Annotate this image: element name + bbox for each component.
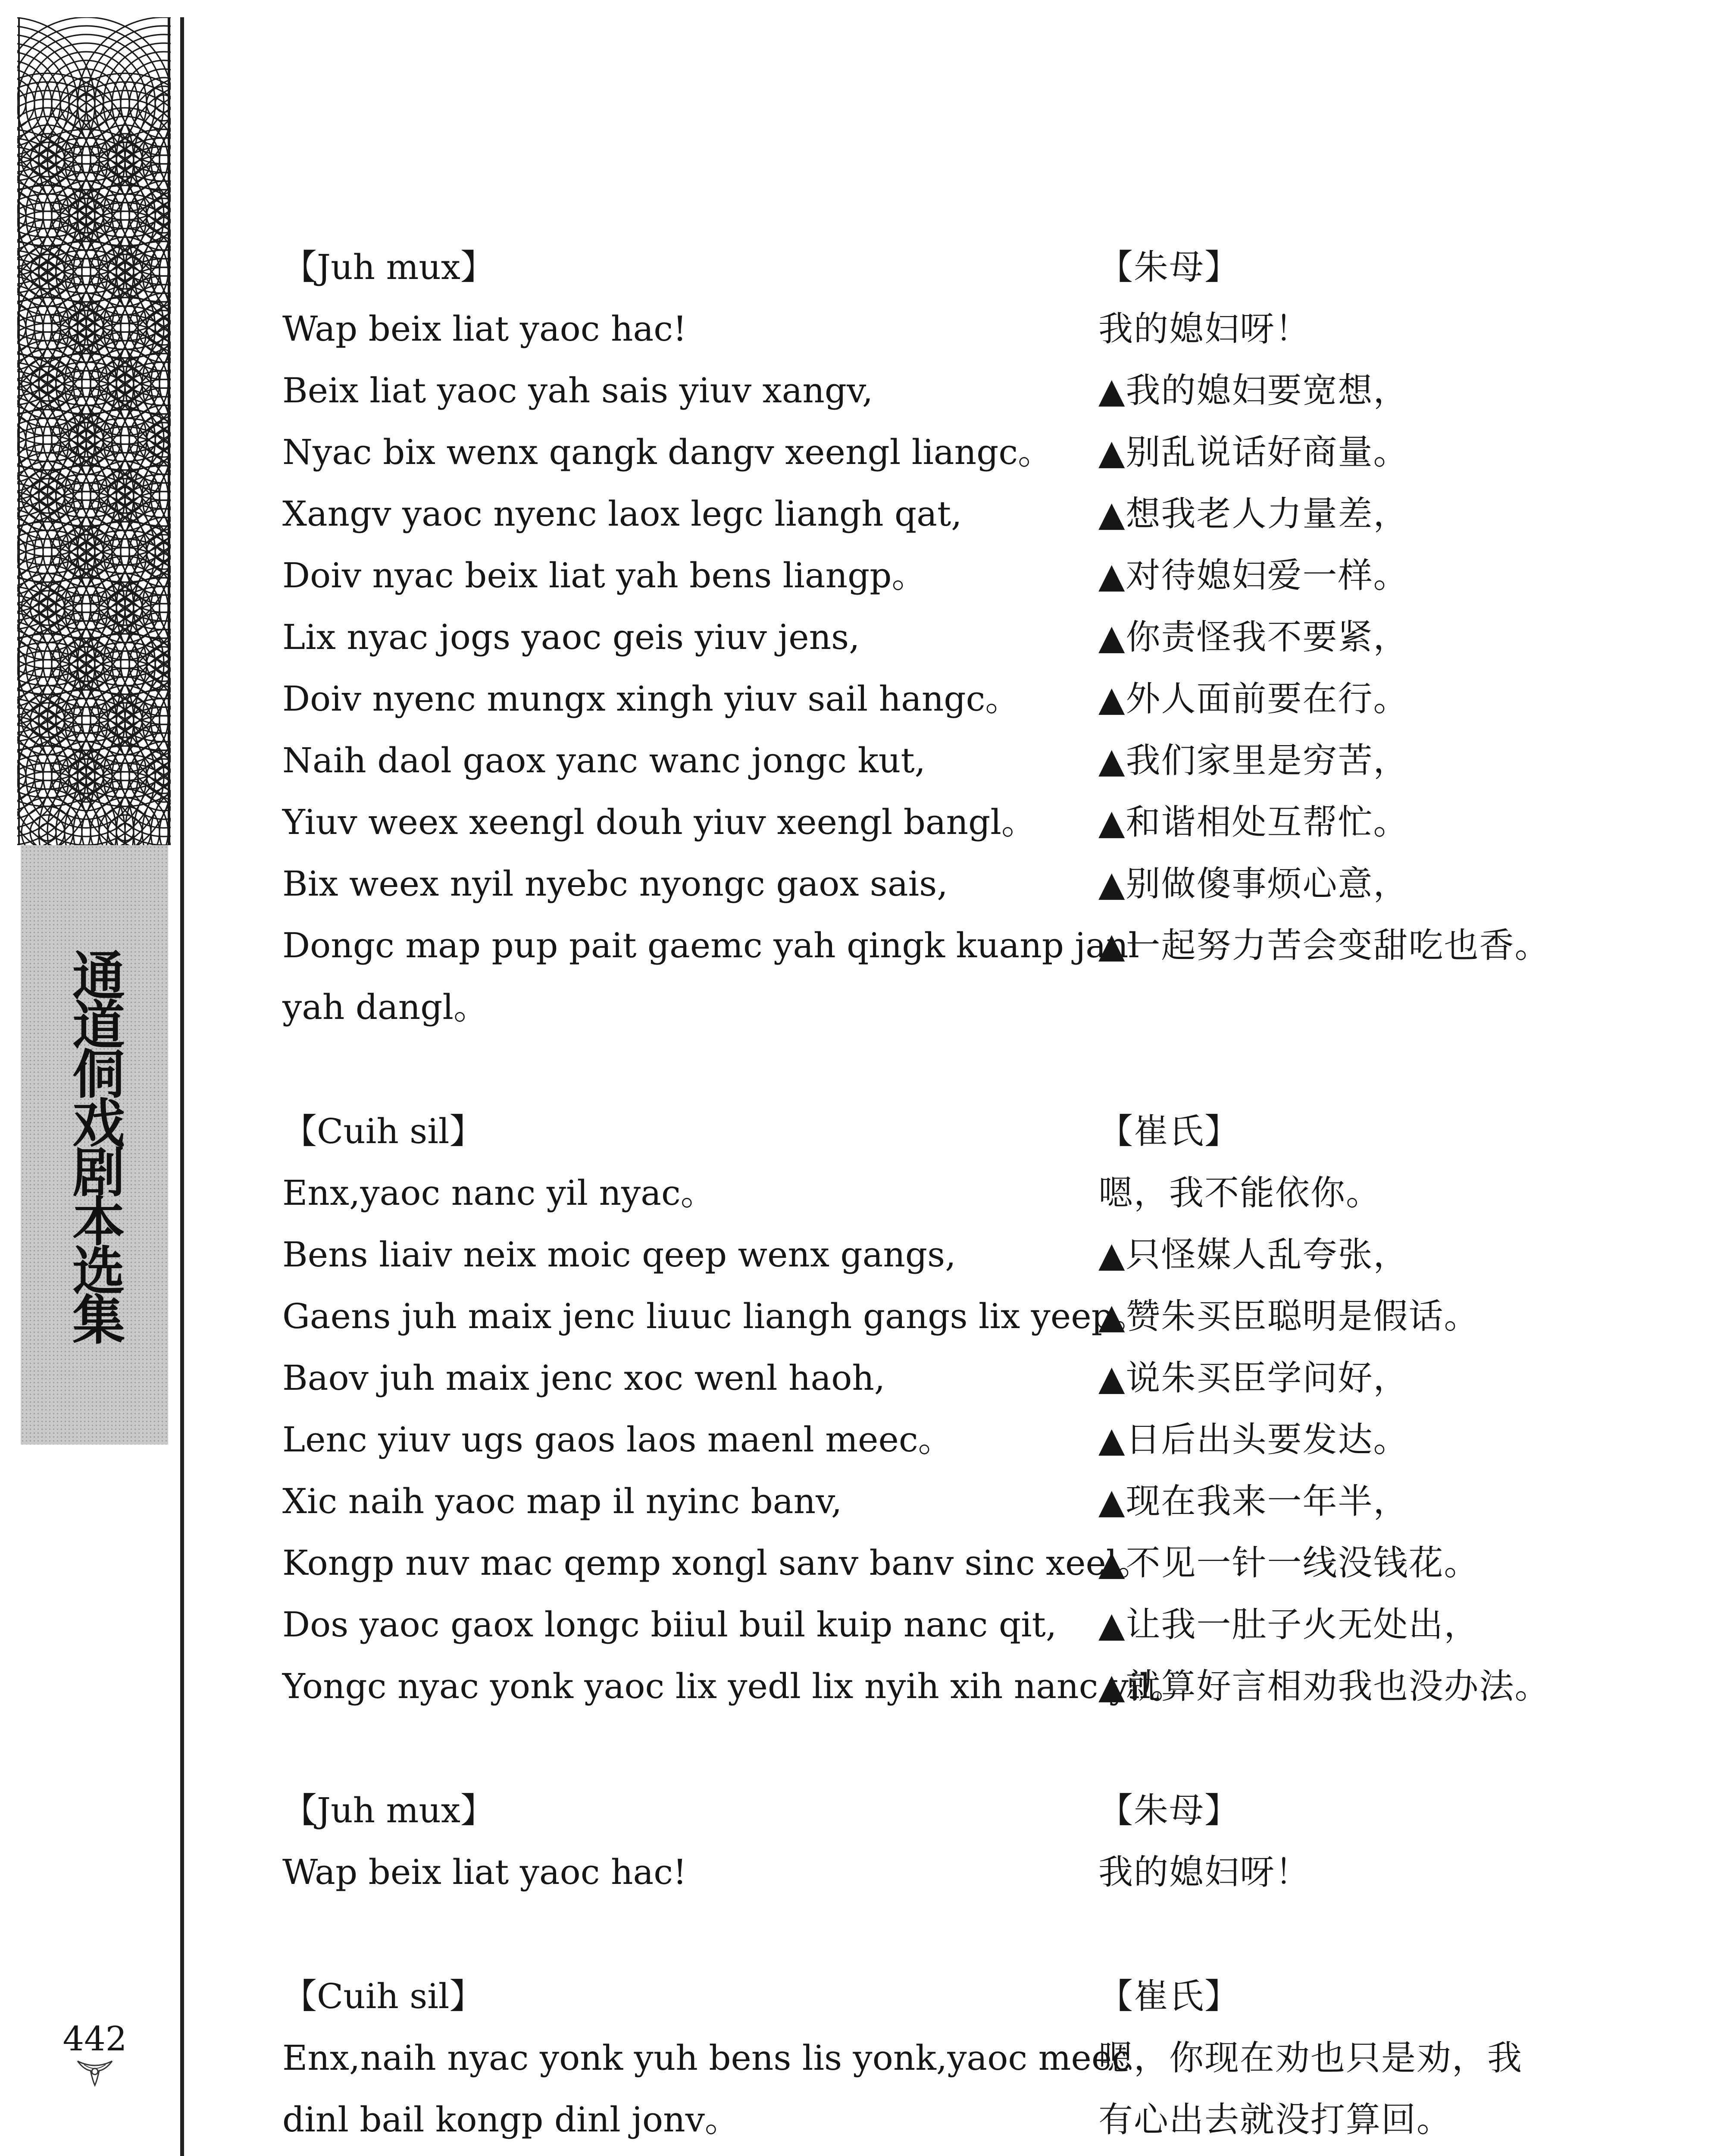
- dialogue-line: [0, 915, 1714, 976]
- chinese-text: 我的媳妇呀！: [1098, 1852, 1311, 1892]
- dialogue-line: [0, 1841, 1714, 1903]
- dong-text: Xic naih yaoc map il nyinc banv,: [282, 1481, 842, 1521]
- dialogue-line: [0, 421, 1714, 483]
- dong-text: 【Juh mux】: [282, 1790, 495, 1830]
- chinese-text: ▲你责怪我不要紧，: [1098, 617, 1409, 657]
- dialogue-line: [0, 2089, 1714, 2150]
- chinese-text: ▲就算好言相劝我也没办法。: [1098, 1666, 1550, 1706]
- dong-text: Gaens juh maix jenc liuuc liangh gangs lix yeep。: [282, 1296, 1148, 1336]
- chinese-text: ▲日后出头要发达。: [1098, 1420, 1409, 1460]
- dong-text: Wap beix liat yaoc hac!: [282, 1852, 687, 1892]
- dialogue-line: [0, 606, 1714, 668]
- dong-text: Doiv nyac beix liat yah bens liangp。: [282, 555, 926, 595]
- speaker-line: [0, 1965, 1714, 2027]
- book-title: 通道侗戏剧本选集: [63, 948, 125, 1341]
- dong-text: Bix weex nyil nyebc nyongc gaox sais,: [282, 864, 948, 904]
- dong-text: Yiuv weex xeengl douh yiuv xeengl bangl。: [282, 802, 1036, 842]
- dong-text: Enx,naih nyac yonk yuh bens lis yonk,yaoc meec: [282, 2038, 1131, 2078]
- chinese-text: ▲我的媳妇要宽想，: [1098, 370, 1409, 411]
- dong-text: Lix nyac jogs yaoc geis yiuv jens,: [282, 617, 860, 657]
- chinese-text: ▲和谐相处互帮忙。: [1098, 802, 1409, 842]
- dong-text: Lenc yiuv ugs gaos laos maenl meec。: [282, 1420, 953, 1460]
- chinese-text: ▲赞朱买臣聪明是假话。: [1098, 1296, 1479, 1336]
- dialogue-line: [0, 1532, 1714, 1594]
- chinese-text: ▲一起努力苦会变甜吃也香。: [1098, 925, 1550, 965]
- chinese-text: ▲别乱说话好商量。: [1098, 432, 1409, 472]
- dialogue-line: [0, 1655, 1714, 1717]
- speaker-line: [0, 1780, 1714, 1841]
- chinese-text: ▲不见一针一线没钱花。: [1098, 1543, 1479, 1583]
- dialogue-line: [0, 483, 1714, 545]
- dong-text: Naih daol gaox yanc wanc jongc kut,: [282, 740, 926, 780]
- chinese-text: ▲说朱买臣学问好，: [1098, 1358, 1409, 1398]
- dong-text: 【Cuih sil】: [282, 1111, 484, 1151]
- dong-text: 【Juh mux】: [282, 247, 495, 287]
- dong-text: Nyac bix wenx qangk dangv xeengl liangc。: [282, 432, 1053, 472]
- chinese-text: 我的媳妇呀！: [1098, 309, 1311, 349]
- dialogue-line: [0, 1224, 1714, 1285]
- chinese-text: 【朱母】: [1098, 247, 1240, 287]
- dong-text: Xangv yaoc nyenc laox legc liangh qat,: [282, 494, 962, 534]
- chinese-text: ▲只怪媒人乱夸张，: [1098, 1235, 1409, 1275]
- dialogue-line: [0, 668, 1714, 730]
- chinese-text: 嗯，我不能依你。: [1098, 1173, 1381, 1213]
- dialogue-line: [0, 2027, 1714, 2089]
- chinese-text: 【崔氏】: [1098, 1111, 1240, 1151]
- chinese-text: 【朱母】: [1098, 1790, 1240, 1830]
- dialogue-line: [0, 853, 1714, 915]
- dialogue-line: [0, 1285, 1714, 1347]
- dialogue-line: [0, 1162, 1714, 1224]
- dialogue-line: [0, 1594, 1714, 1655]
- dong-text: yah dangl。: [282, 987, 488, 1027]
- dialogue-line: [0, 1470, 1714, 1532]
- chinese-text: ▲让我一肚子火无处出，: [1098, 1604, 1479, 1645]
- chinese-text: ▲想我老人力量差，: [1098, 494, 1409, 534]
- dialogue-line: [0, 791, 1714, 853]
- dong-text: 【Cuih sil】: [282, 1976, 484, 2016]
- dialogue-line: [0, 976, 1714, 1038]
- dong-text: Beix liat yaoc yah sais yiuv xangv,: [282, 370, 873, 411]
- dialogue-line: [0, 730, 1714, 791]
- dong-text: Kongp nuv mac qemp xongl sanv banv sinc xeel。: [282, 1543, 1152, 1583]
- speaker-line: [0, 1100, 1714, 1162]
- dong-text: Dos yaoc gaox longc biiul buil kuip nanc qit,: [282, 1604, 1057, 1645]
- dialogue-line: [0, 1347, 1714, 1409]
- dong-text: Bens liaiv neix moic qeep wenx gangs,: [282, 1235, 956, 1275]
- dialogue-line: [0, 298, 1714, 360]
- dialogue-line: [0, 545, 1714, 606]
- dialogue-line: [0, 1409, 1714, 1470]
- dong-text: dinl bail kongp dinl jonv。: [282, 2100, 739, 2140]
- chinese-text: ▲外人面前要在行。: [1098, 679, 1409, 719]
- dialogue-line: [0, 360, 1714, 421]
- dong-text: Yongc nyac yonk yaoc lix yedl lix nyih xih nanc yil。: [282, 1666, 1185, 1706]
- chinese-text: ▲我们家里是穷苦，: [1098, 740, 1409, 780]
- dong-text: Dongc map pup pait gaemc yah qingk kuanp janl: [282, 925, 1140, 965]
- chinese-text: 【崔氏】: [1098, 1976, 1240, 2016]
- page-number: 442: [63, 2020, 127, 2059]
- dong-text: Wap beix liat yaoc hac!: [282, 309, 687, 349]
- chinese-text: ▲对待媳妇爱一样。: [1098, 555, 1409, 595]
- dong-text: Enx,yaoc nanc yil nyac。: [282, 1173, 715, 1213]
- chinese-text: ▲现在我来一年半，: [1098, 1481, 1409, 1521]
- chinese-text: ▲别做傻事烦心意，: [1098, 864, 1409, 904]
- chinese-text: 有心出去就没打算回。: [1098, 2100, 1452, 2140]
- chinese-text: 嗯，你现在劝也只是劝，我: [1098, 2038, 1523, 2078]
- dong-text: Baov juh maix jenc xoc wenl haoh,: [282, 1358, 885, 1398]
- dong-text: Doiv nyenc mungx xingh yiuv sail hangc。: [282, 679, 1020, 719]
- speaker-line: [0, 236, 1714, 298]
